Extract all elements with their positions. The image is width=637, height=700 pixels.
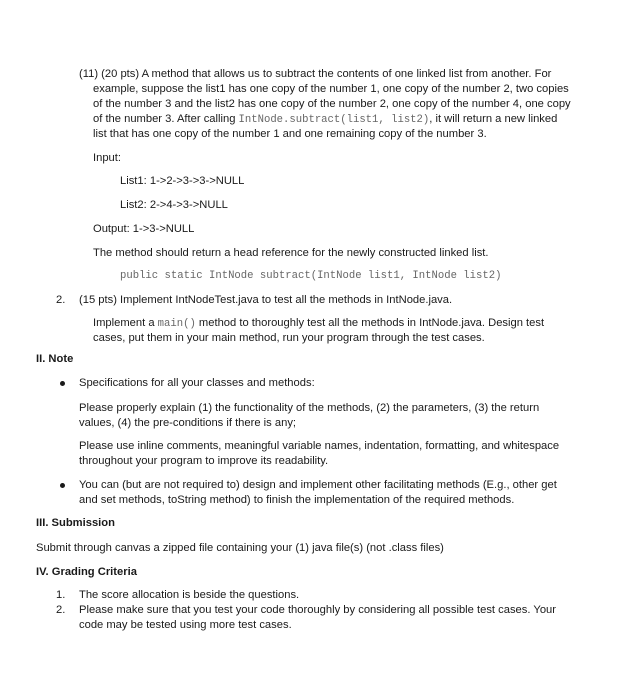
bullet-icon bbox=[60, 381, 65, 386]
grading-item1: The score allocation is beside the questions. bbox=[79, 589, 300, 601]
note-bullet1-title: Specifications for all your classes and methods: bbox=[79, 377, 315, 389]
note-para2-line1: Please use inline comments, meaningful variable names, indentation, formatting, and whitespace bbox=[79, 440, 560, 452]
q11-line2: example, suppose the list1 has one copy of the number 1, one copy of the number 2, two copies bbox=[93, 83, 569, 95]
q11-inline-code: IntNode.subtract(list1, list2) bbox=[238, 114, 430, 126]
note-heading: II. Note bbox=[36, 353, 74, 365]
note-para2-line2: throughout your program to improve its readability. bbox=[79, 455, 329, 467]
item2-desc-line2: cases, put them in your main method, run your program through the test cases. bbox=[93, 332, 485, 344]
note-para1-line2: values, (4) the pre-conditions if there is any; bbox=[79, 417, 297, 429]
q11-line5: list that has one copy of the number 1 and one remaining copy of the number 3. bbox=[93, 128, 487, 140]
bullet-icon bbox=[60, 483, 65, 488]
item2-desc-text-a: Implement a bbox=[93, 317, 158, 329]
input-label: Input: bbox=[93, 152, 121, 164]
grading-item2-line2: code may be tested using more test cases. bbox=[79, 619, 292, 631]
note-para1-line1: Please properly explain (1) the functionality of the methods, (2) the parameters, (3) the return bbox=[79, 402, 540, 414]
grading-item2-number: 2. bbox=[56, 604, 66, 616]
submission-text: Submit through canvas a zipped file containing your (1) java file(s) (not .class files) bbox=[36, 542, 444, 554]
item2-heading: (15 pts) Implement IntNodeTest.java to test all the methods in IntNode.java. bbox=[79, 294, 453, 306]
item2-number: 2. bbox=[56, 294, 66, 306]
q11-line4 bbox=[93, 112, 557, 127]
grading-heading: IV. Grading Criteria bbox=[36, 566, 137, 578]
submission-heading: III. Submission bbox=[36, 517, 115, 529]
return-description: The method should return a head reference for the newly constructed linked list. bbox=[93, 247, 489, 259]
grading-item1-number: 1. bbox=[56, 589, 66, 601]
q11-line3: of the number 3 and the list2 has one copy of the number 2, one copy of the number 4, one copy bbox=[93, 98, 571, 110]
q11-line4-text-a: of the number 3. After calling bbox=[93, 113, 239, 125]
item2-desc-line1 bbox=[93, 316, 544, 331]
q11-line4-text-b: , it will return a new linked bbox=[429, 113, 558, 125]
list2-example: List2: 2->4->3->NULL bbox=[120, 199, 228, 211]
method-signature: public static IntNode subtract(IntNode list1, IntNode list2) bbox=[120, 270, 502, 282]
q11-line1: (11) (20 pts) A method that allows us to subtract the contents of one linked list from another. For bbox=[79, 68, 552, 80]
output-example: Output: 1->3->NULL bbox=[93, 223, 195, 235]
item2-inline-code: main() bbox=[157, 318, 196, 330]
note-bullet2-line1: You can (but are not required to) design and implement other facilitating methods (E.g., other get bbox=[79, 479, 557, 491]
list1-example: List1: 1->2->3->3->NULL bbox=[120, 175, 245, 187]
grading-item2-line1: Please make sure that you test your code thoroughly by considering all possible test cases. Your bbox=[79, 604, 556, 616]
note-bullet2-line2: and set methods, toString method) to finish the implementation of the required methods. bbox=[79, 494, 515, 506]
item2-desc-text-b: method to thoroughly test all the methods in IntNode.java. Design test bbox=[195, 317, 545, 329]
